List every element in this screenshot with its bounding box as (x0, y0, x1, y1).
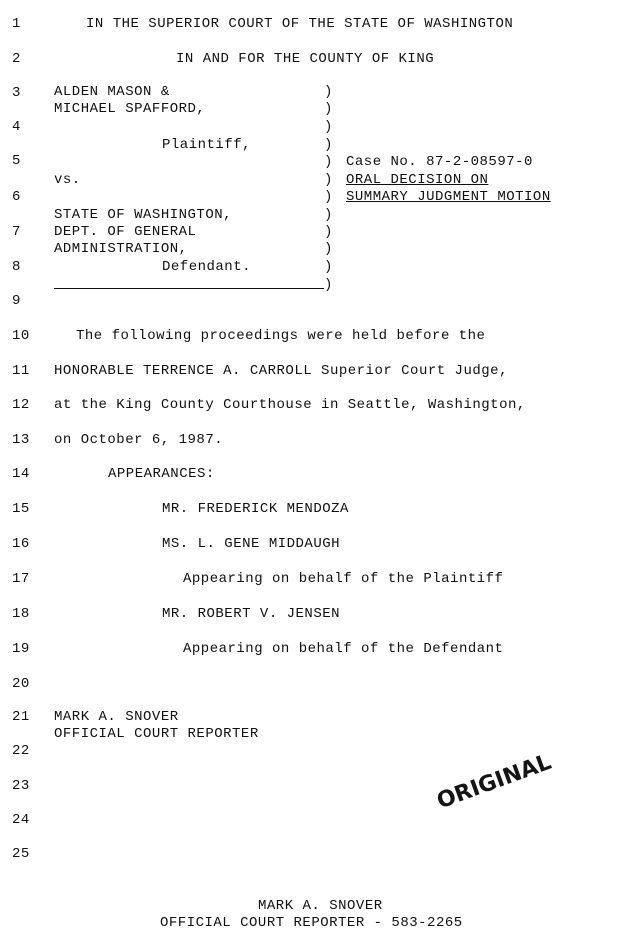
plaintiff-name-2: MICHAEL SPAFFORD, (54, 101, 206, 117)
reporter-title: OFFICIAL COURT REPORTER (54, 726, 259, 742)
line-number: 12 (12, 397, 30, 413)
reporter-name: MARK A. SNOVER (54, 709, 179, 725)
attorney-name: MR. ROBERT V. JENSEN (162, 606, 341, 622)
line-number: 11 (12, 363, 30, 379)
line-number: 17 (12, 571, 30, 587)
line-number: 20 (12, 676, 30, 692)
caption-paren: ) (324, 172, 333, 188)
caption-paren: ) (324, 119, 333, 135)
attorney-name: MR. FREDERICK MENDOZA (162, 501, 349, 517)
line-number: 7 (12, 224, 21, 240)
defendant-name-1: STATE OF WASHINGTON, (54, 207, 233, 223)
caption-paren: ) (324, 101, 333, 117)
appearances-heading: APPEARANCES: (108, 466, 215, 482)
case-number: Case No. 87-2-08597-0 (346, 154, 533, 170)
court-subheading: IN AND FOR THE COUNTY OF KING (176, 51, 435, 67)
plaintiff-appearance: Appearing on behalf of the Plaintiff (183, 571, 504, 587)
versus-label: vs. (54, 172, 81, 188)
footer-name: MARK A. SNOVER (258, 898, 383, 914)
line-number: 8 (12, 259, 21, 275)
line-number: 14 (12, 466, 30, 482)
body-line-13: on October 6, 1987. (54, 432, 224, 448)
line-number: 2 (12, 51, 21, 67)
line-number: 1 (12, 16, 21, 32)
caption-paren: ) (324, 189, 333, 205)
body-line-11: HONORABLE TERRENCE A. CARROLL Superior Court Judge, (54, 363, 508, 379)
caption-paren: ) (324, 137, 333, 153)
caption-rule (54, 288, 324, 289)
original-stamp: ORIGINAL (433, 749, 555, 815)
defendant-label: Defendant. (162, 259, 252, 275)
line-number: 16 (12, 536, 30, 552)
line-number: 4 (12, 119, 21, 135)
body-line-10: The following proceedings were held before the (76, 328, 486, 344)
defendant-name-3: ADMINISTRATION, (54, 241, 188, 257)
caption-paren: ) (324, 277, 333, 293)
line-number: 25 (12, 846, 30, 862)
line-number: 13 (12, 432, 30, 448)
line-number: 15 (12, 501, 30, 517)
court-heading: IN THE SUPERIOR COURT OF THE STATE OF WASHINGTON (86, 16, 514, 32)
line-number: 3 (12, 85, 21, 101)
defendant-name-2: DEPT. OF GENERAL (54, 224, 197, 240)
caption-paren: ) (324, 241, 333, 257)
line-number: 10 (12, 328, 30, 344)
caption-paren: ) (324, 224, 333, 240)
plaintiff-label: Plaintiff, (162, 137, 252, 153)
caption-paren: ) (324, 84, 333, 100)
footer-title: OFFICIAL COURT REPORTER - 583-2265 (160, 915, 463, 931)
line-number: 22 (12, 743, 30, 759)
line-number: 6 (12, 189, 21, 205)
line-number: 19 (12, 641, 30, 657)
caption-paren: ) (324, 154, 333, 170)
line-number: 23 (12, 778, 30, 794)
defendant-appearance: Appearing on behalf of the Defendant (183, 641, 504, 657)
line-number: 24 (12, 812, 30, 828)
caption-paren: ) (324, 207, 333, 223)
attorney-name: MS. L. GENE MIDDAUGH (162, 536, 341, 552)
line-number: 9 (12, 293, 21, 309)
case-title-1: ORAL DECISION ON (346, 172, 489, 188)
caption-paren: ) (324, 259, 333, 275)
line-number: 21 (12, 709, 30, 725)
plaintiff-name-1: ALDEN MASON & (54, 84, 170, 100)
line-number: 18 (12, 606, 30, 622)
case-title-2: SUMMARY JUDGMENT MOTION (346, 189, 551, 205)
body-line-12: at the King County Courthouse in Seattle, Washington, (54, 397, 526, 413)
line-number: 5 (12, 153, 21, 169)
